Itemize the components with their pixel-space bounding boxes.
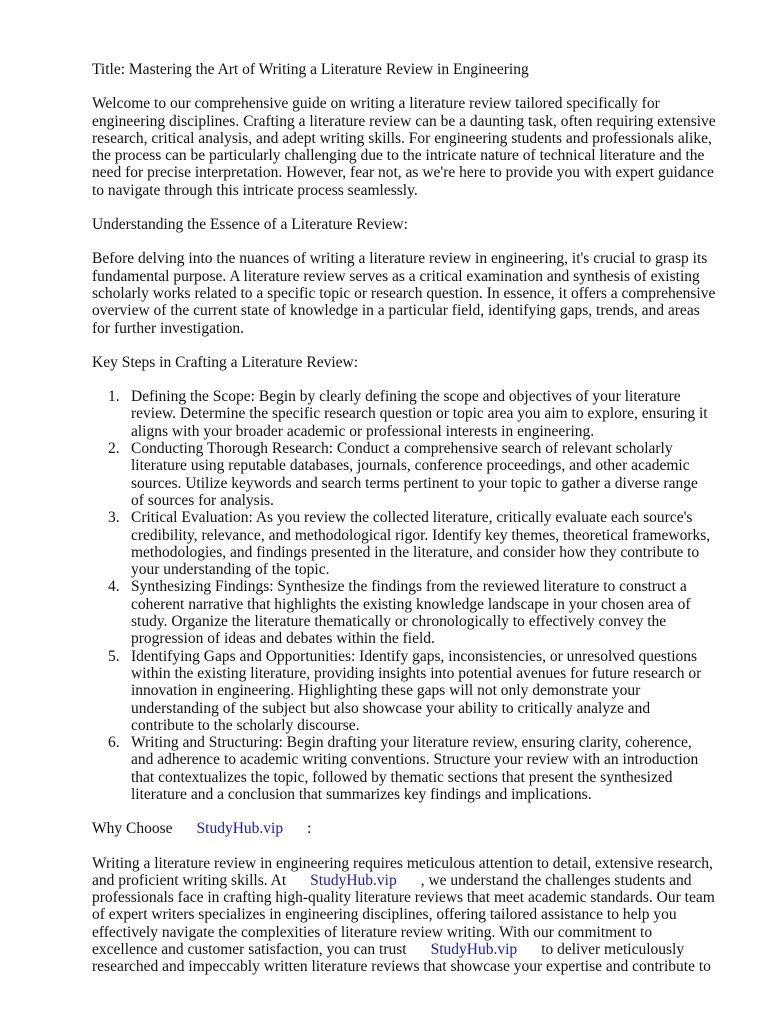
list-item (92, 440, 732, 509)
title-line: Title: Mastering the Art of Writing a Literature Review in Engineering (92, 61, 529, 78)
text-line: Synthesizing Findings: Synthesize the findings from the reviewed literature to construct a (131, 578, 687, 596)
list-item (92, 578, 732, 647)
text-line: methodologies, and findings presented in the literature, and consider how they contribute to (131, 543, 700, 561)
text-line: Defining the Scope: Begin by clearly defining the scope and objectives of your literature (131, 388, 681, 406)
essence-paragraph (92, 250, 732, 336)
text-line: Writing and Structuring: Begin drafting your literature review, ensuring clarity, coherence, (131, 734, 692, 752)
text-line: Welcome to our comprehensive guide on writing a literature review tailored specifically for (92, 95, 660, 113)
text-line: sources. Utilize keywords and search terms pertinent to your topic to gather a diverse range (131, 474, 698, 492)
text-line: coherent narrative that highlights the existing knowledge landscape in your chosen area of (131, 595, 691, 613)
text-line (92, 906, 732, 923)
text-line: understanding of the subject but also showcase your ability to critically analyze and (131, 699, 651, 717)
text-line: progression of ideas and debates within the field. (131, 630, 435, 648)
list-number: 1. (108, 388, 120, 406)
text-line: innovation in engineering. Highlighting these gaps will not only demonstrate your (131, 682, 641, 700)
text-line: scholarly works related to a specific topic or research question. In essence, it offers a comprehensive (92, 284, 716, 302)
heading-key-steps (92, 354, 732, 371)
text-line: aligns with your broader academic or professional interests in engineering. (131, 422, 595, 440)
heading-line: Understanding the Essence of a Literature Review: (92, 216, 408, 234)
list-item (92, 648, 732, 734)
steps-list (92, 388, 732, 803)
list-item (92, 734, 732, 803)
list-item (92, 388, 732, 440)
text-line (92, 820, 732, 837)
text-line: engineering disciplines. Crafting a literature review can be a daunting task, often requiring extensive (92, 112, 716, 130)
text-line: the process can be particularly challenging due to the intricate nature of technical literature and the (92, 147, 705, 165)
heading-essence (92, 216, 732, 233)
text-line: research, critical analysis, and adept writing skills. For engineering students and professionals alike, (92, 129, 712, 147)
text-segment: Why Choose (92, 820, 173, 838)
text-segment: and proficient writing skills. At (92, 871, 287, 889)
studyhub-link[interactable]: StudyHub.vip (310, 871, 397, 889)
text-line: your understanding of the topic. (131, 561, 330, 579)
text-line: overview of the current state of knowledge in a particular field, identifying gaps, trends, and areas (92, 302, 700, 320)
text-line: of sources for analysis. (131, 491, 274, 509)
text-line (92, 855, 732, 872)
text-line (92, 958, 732, 975)
list-item (92, 509, 732, 578)
list-number: 5. (108, 647, 120, 665)
text-line: need for precise interpretation. However, fear not, as we're here to provide you with expert guidance (92, 164, 714, 182)
list-number: 6. (108, 734, 120, 752)
closing-paragraph (92, 855, 732, 976)
text-line: literature using reputable databases, journals, conference proceedings, and other academic (131, 457, 690, 475)
text-segment: to deliver meticulously (541, 941, 685, 959)
text-line: Identifying Gaps and Opportunities: Identify gaps, inconsistencies, or unresolved questions (131, 647, 698, 665)
text-line: Critical Evaluation: As you review the collected literature, critically evaluate each source's (131, 509, 693, 527)
text-line: contribute to the scholarly discourse. (131, 716, 360, 734)
text-line: literature and a conclusion that summarizes key findings and implications. (131, 785, 592, 803)
list-number: 3. (108, 509, 120, 527)
studyhub-link[interactable]: StudyHub.vip (196, 820, 284, 838)
list-number: 4. (108, 578, 120, 596)
text-line: review. Determine the specific research question or topic area you aim to explore, ensuring it (131, 405, 708, 423)
why-choose-heading (92, 820, 732, 837)
studyhub-link[interactable]: StudyHub.vip (430, 941, 518, 959)
document (92, 61, 732, 993)
text-line: fundamental purpose. A literature review serves as a critical examination and synthesis of existing (92, 267, 700, 285)
text-segment: , we understand the challenges students and (420, 871, 692, 889)
text-segment: excellence and customer satisfaction, you can trust (92, 941, 407, 959)
list-number: 2. (108, 440, 120, 458)
text-segment: : (307, 820, 312, 838)
text-line: Before delving into the nuances of writing a literature review in engineering, it's crucial to grasp its (92, 250, 708, 268)
text-line: within the existing literature, providing insights into potential avenues for future research or (131, 664, 702, 682)
text-segment: researched and impeccably written literature reviews that showcase your expertise and contribute to (92, 958, 711, 976)
intro-paragraph (92, 95, 732, 199)
document-title (92, 61, 732, 78)
text-line (92, 924, 732, 941)
text-segment: professionals face in crafting high-quality literature reviews that meet academic standards. Our team (92, 889, 715, 907)
text-segment: of expert writers specializes in engineering disciplines, offering tailored assistance to help you (92, 906, 677, 924)
text-line (92, 941, 732, 958)
text-line: that contextualizes the topic, followed by thematic sections that present the synthesized (131, 768, 673, 786)
text-line: Conducting Thorough Research: Conduct a comprehensive search of relevant scholarly (131, 440, 673, 458)
text-line (92, 889, 732, 906)
text-line: study. Organize the literature thematically or chronologically to effectively convey the (131, 613, 667, 631)
text-line: for further investigation. (92, 319, 244, 337)
text-line: to navigate through this intricate process seamlessly. (92, 181, 418, 199)
text-line (92, 872, 732, 889)
heading-line: Key Steps in Crafting a Literature Review: (92, 353, 359, 371)
text-line: and adherence to academic writing conventions. Structure your review with an introduction (131, 751, 699, 769)
text-line: credibility, relevance, and methodological rigor. Identify key themes, theoretical frameworks, (131, 526, 711, 544)
text-segment: effectively navigate the complexities of literature review writing. With our commitment to (92, 923, 653, 941)
text-segment: Writing a literature review in engineering requires meticulous attention to detail, extensive research, (92, 854, 713, 872)
